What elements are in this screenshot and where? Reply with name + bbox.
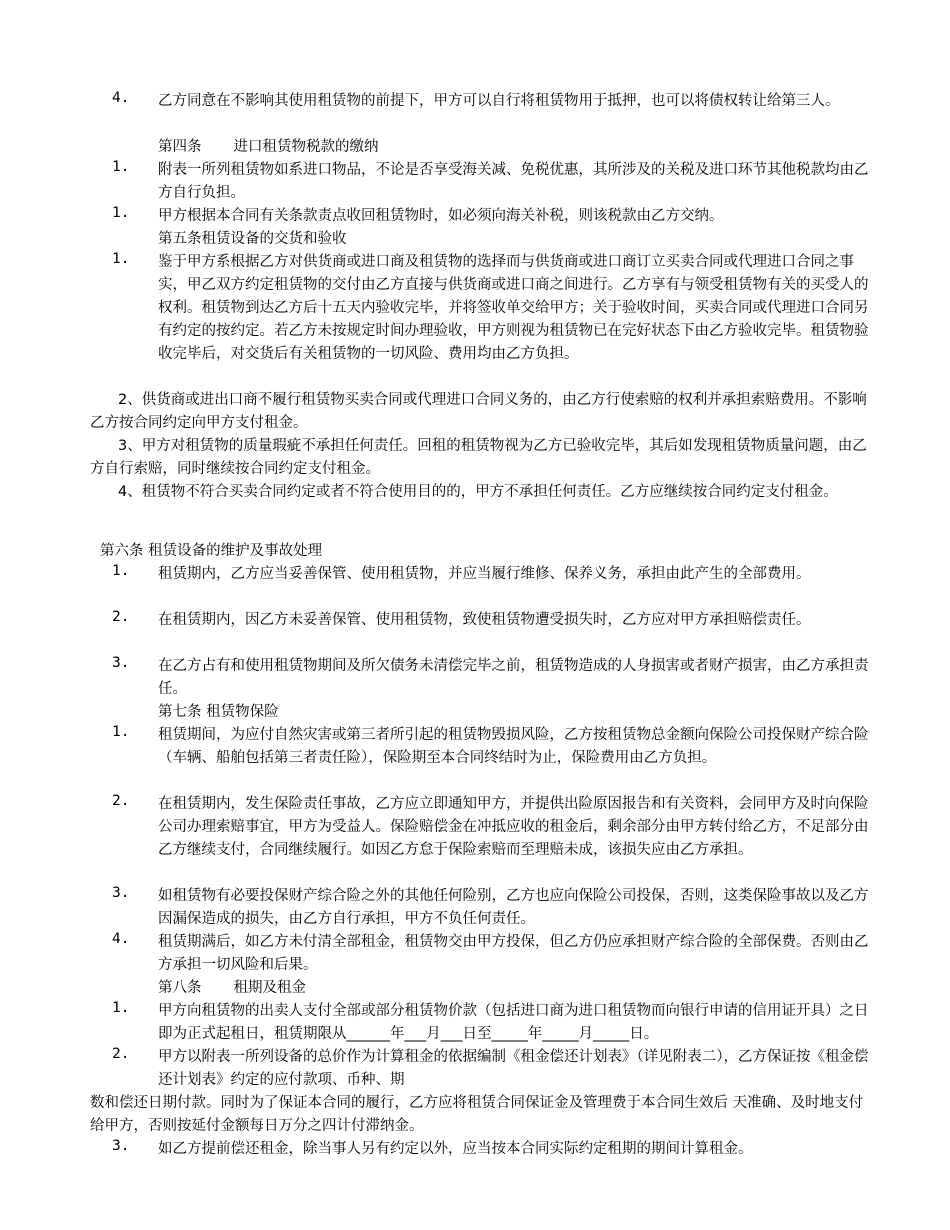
list-text: 租赁期间，为应付自然灾害或第三者所引起的租赁物毁损风险，乙方按租赁物总金额向保险公司投保财产综合险（车辆、船舶包括第三者责任险），保险期至本合同终结时为止，保险费用由乙方负担。 (158, 727, 869, 766)
section-label: 第四条 (158, 139, 202, 155)
section-heading-7: 第七条 租赁物保险 (158, 704, 279, 720)
section-title: 租期及租金 (233, 980, 306, 996)
paragraph: 3、甲方对租赁物的质量瑕疵不承担任何责任。回租的租赁物视为乙方已验收完毕，其后如发现租赁物质量问题，由乙方自行索赔，同时继续按合同约定支付租金。 (90, 438, 867, 477)
list-number: 2. (112, 793, 130, 809)
section-heading-4 (158, 136, 379, 159)
list-text: 如乙方提前偿还租金，除当事人另有约定以外，应当按本合同实际约定租期的期间计算租金。 (158, 1141, 753, 1157)
list-item (112, 1046, 872, 1092)
list-text: 附表一所列租赁物如系进口物品，不论是否享受海关减、免税优惠，其所涉及的关税及进口环节其他税款均由乙方自行负担。 (158, 162, 869, 201)
list-item (112, 655, 872, 701)
list-item (112, 885, 872, 931)
paragraph: 数和偿还日期付款。同时为了保证本合同的履行，乙方应将租赁合同保证金及管理费于本合同生效后 天准确、及时地支付给甲方，否则按延付金额每日万分之四计付滞纳金。 (90, 1095, 864, 1134)
list-text: 甲方根据本合同有关条款责点收回租赁物时，如必须向海关补税，则该税款由乙方交纳。 (158, 208, 724, 224)
list-number: 1. (112, 1000, 130, 1016)
section-heading-6: 第六条 租赁设备的维护及事故处理 (100, 543, 323, 559)
list-item (112, 793, 872, 862)
paragraph: 2、供货商或进出口商不履行租赁物买卖合同或代理进口合同义务的，由乙方行使索赔的权利并承担索赔费用。不影响乙方按合同约定向甲方支付租金。 (90, 392, 867, 431)
list-number: 1. (112, 563, 130, 579)
list-number: 4. (112, 90, 130, 106)
list-item (112, 609, 872, 632)
list-item (112, 90, 872, 113)
list-item (112, 205, 872, 228)
paragraph: 4、租赁物不符合买卖合同约定或者不符合使用目的的，甲方不承担任何责任。乙方应继续按合同约定支付租金。 (118, 484, 838, 500)
list-number: 2. (112, 1046, 130, 1062)
list-number: 1. (112, 251, 130, 267)
section-title: 进口租赁物税款的缴纳 (233, 139, 379, 155)
list-text: 甲方向租赁物的出卖人支付全部或部分租赁物价款（包括进口商为进口租赁物而向银行申请的信用证开具）之日即为正式起租日，租赁期限从______年___月___日至_____年_____月_____日。 (158, 1003, 869, 1042)
list-item (112, 1138, 872, 1161)
list-number: 3. (112, 655, 130, 671)
list-number: 1. (112, 205, 130, 221)
list-item (112, 251, 872, 366)
list-text: 租赁期满后，如乙方未付清全部租金，租赁物交由甲方投保，但乙方仍应承担财产综合险的全部保费。否则由乙方承担一切风险和后果。 (158, 934, 869, 973)
list-text: 如租赁物有必要投保财产综合险之外的其他任何险别，乙方也应向保险公司投保，否则，这类保险事故以及乙方因漏保造成的损失，由乙方自行承担，甲方不负任何责任。 (158, 888, 869, 927)
list-item (112, 931, 872, 977)
list-text: 乙方同意在不影响其使用租赁物的前提下，甲方可以自行将租赁物用于抵押，也可以将债权转让给第三人。 (158, 93, 840, 109)
list-number: 4. (112, 931, 130, 947)
list-text: 租赁期内，乙方应当妥善保管、使用租赁物，并应当履行维修、保养义务，承担由此产生的全部费用。 (158, 566, 811, 582)
list-item (112, 159, 872, 205)
list-text: 在租赁期内，发生保险责任事故，乙方应立即通知甲方，并提供出险原因报告和有关资料，会同甲方及时向保险公司办理索赔事宜，甲方为受益人。保险赔偿金在冲抵应收的租金后，剩余部分由甲方转付给乙方，不足部分由乙方继续支付，合同继续履行。如因乙方怠于保险索赔而至理赔未成，该损失应由乙方承担。 (158, 796, 869, 858)
list-number: 1. (112, 724, 130, 740)
list-item (112, 724, 872, 770)
list-item (112, 1000, 872, 1046)
list-number: 3. (112, 1138, 130, 1154)
list-text: 在乙方占有和使用租赁物期间及所欠债务未清偿完毕之前，租赁物造成的人身损害或者财产损害，由乙方承担责任。 (158, 658, 869, 697)
list-text: 甲方以附表一所列设备的总价作为计算租金的依据编制《租金偿还计划表》（详见附表二），乙方保证按《租金偿还计划表》约定的应付款项、币种、期 (158, 1049, 869, 1088)
list-number: 2. (112, 609, 130, 625)
list-text: 鉴于甲方系根据乙方对供货商或进口商及租赁物的选择而与供货商或进口商订立买卖合同或代理进口合同之事实，甲乙双方约定租赁物的交付由乙方直接与供货商或进口商之间进行。乙方享有与领受租赁物有关的买受人的权利。租赁物到达乙方后十五天内验收完毕，并将签收单交给甲方；关于验收时间，买卖合同或代理进口合同另有约定的按约定。若乙方未按规定时间办理验收，甲方则视为租赁物已在完好状态下由乙方验收完毕。租赁物验收完毕后，对交货后有关租赁物的一切风险、费用均由乙方负担。 (158, 254, 869, 362)
list-number: 1. (112, 159, 130, 175)
list-item (112, 563, 872, 586)
list-text: 在租赁期内，因乙方未妥善保管、使用租赁物，致使租赁物遭受损失时，乙方应对甲方承担赔偿责任。 (158, 612, 811, 628)
section-heading-5: 第五条租赁设备的交货和验收 (158, 231, 347, 247)
section-label: 第八条 (158, 980, 202, 996)
list-number: 3. (112, 885, 130, 901)
section-heading-8 (158, 977, 306, 1000)
